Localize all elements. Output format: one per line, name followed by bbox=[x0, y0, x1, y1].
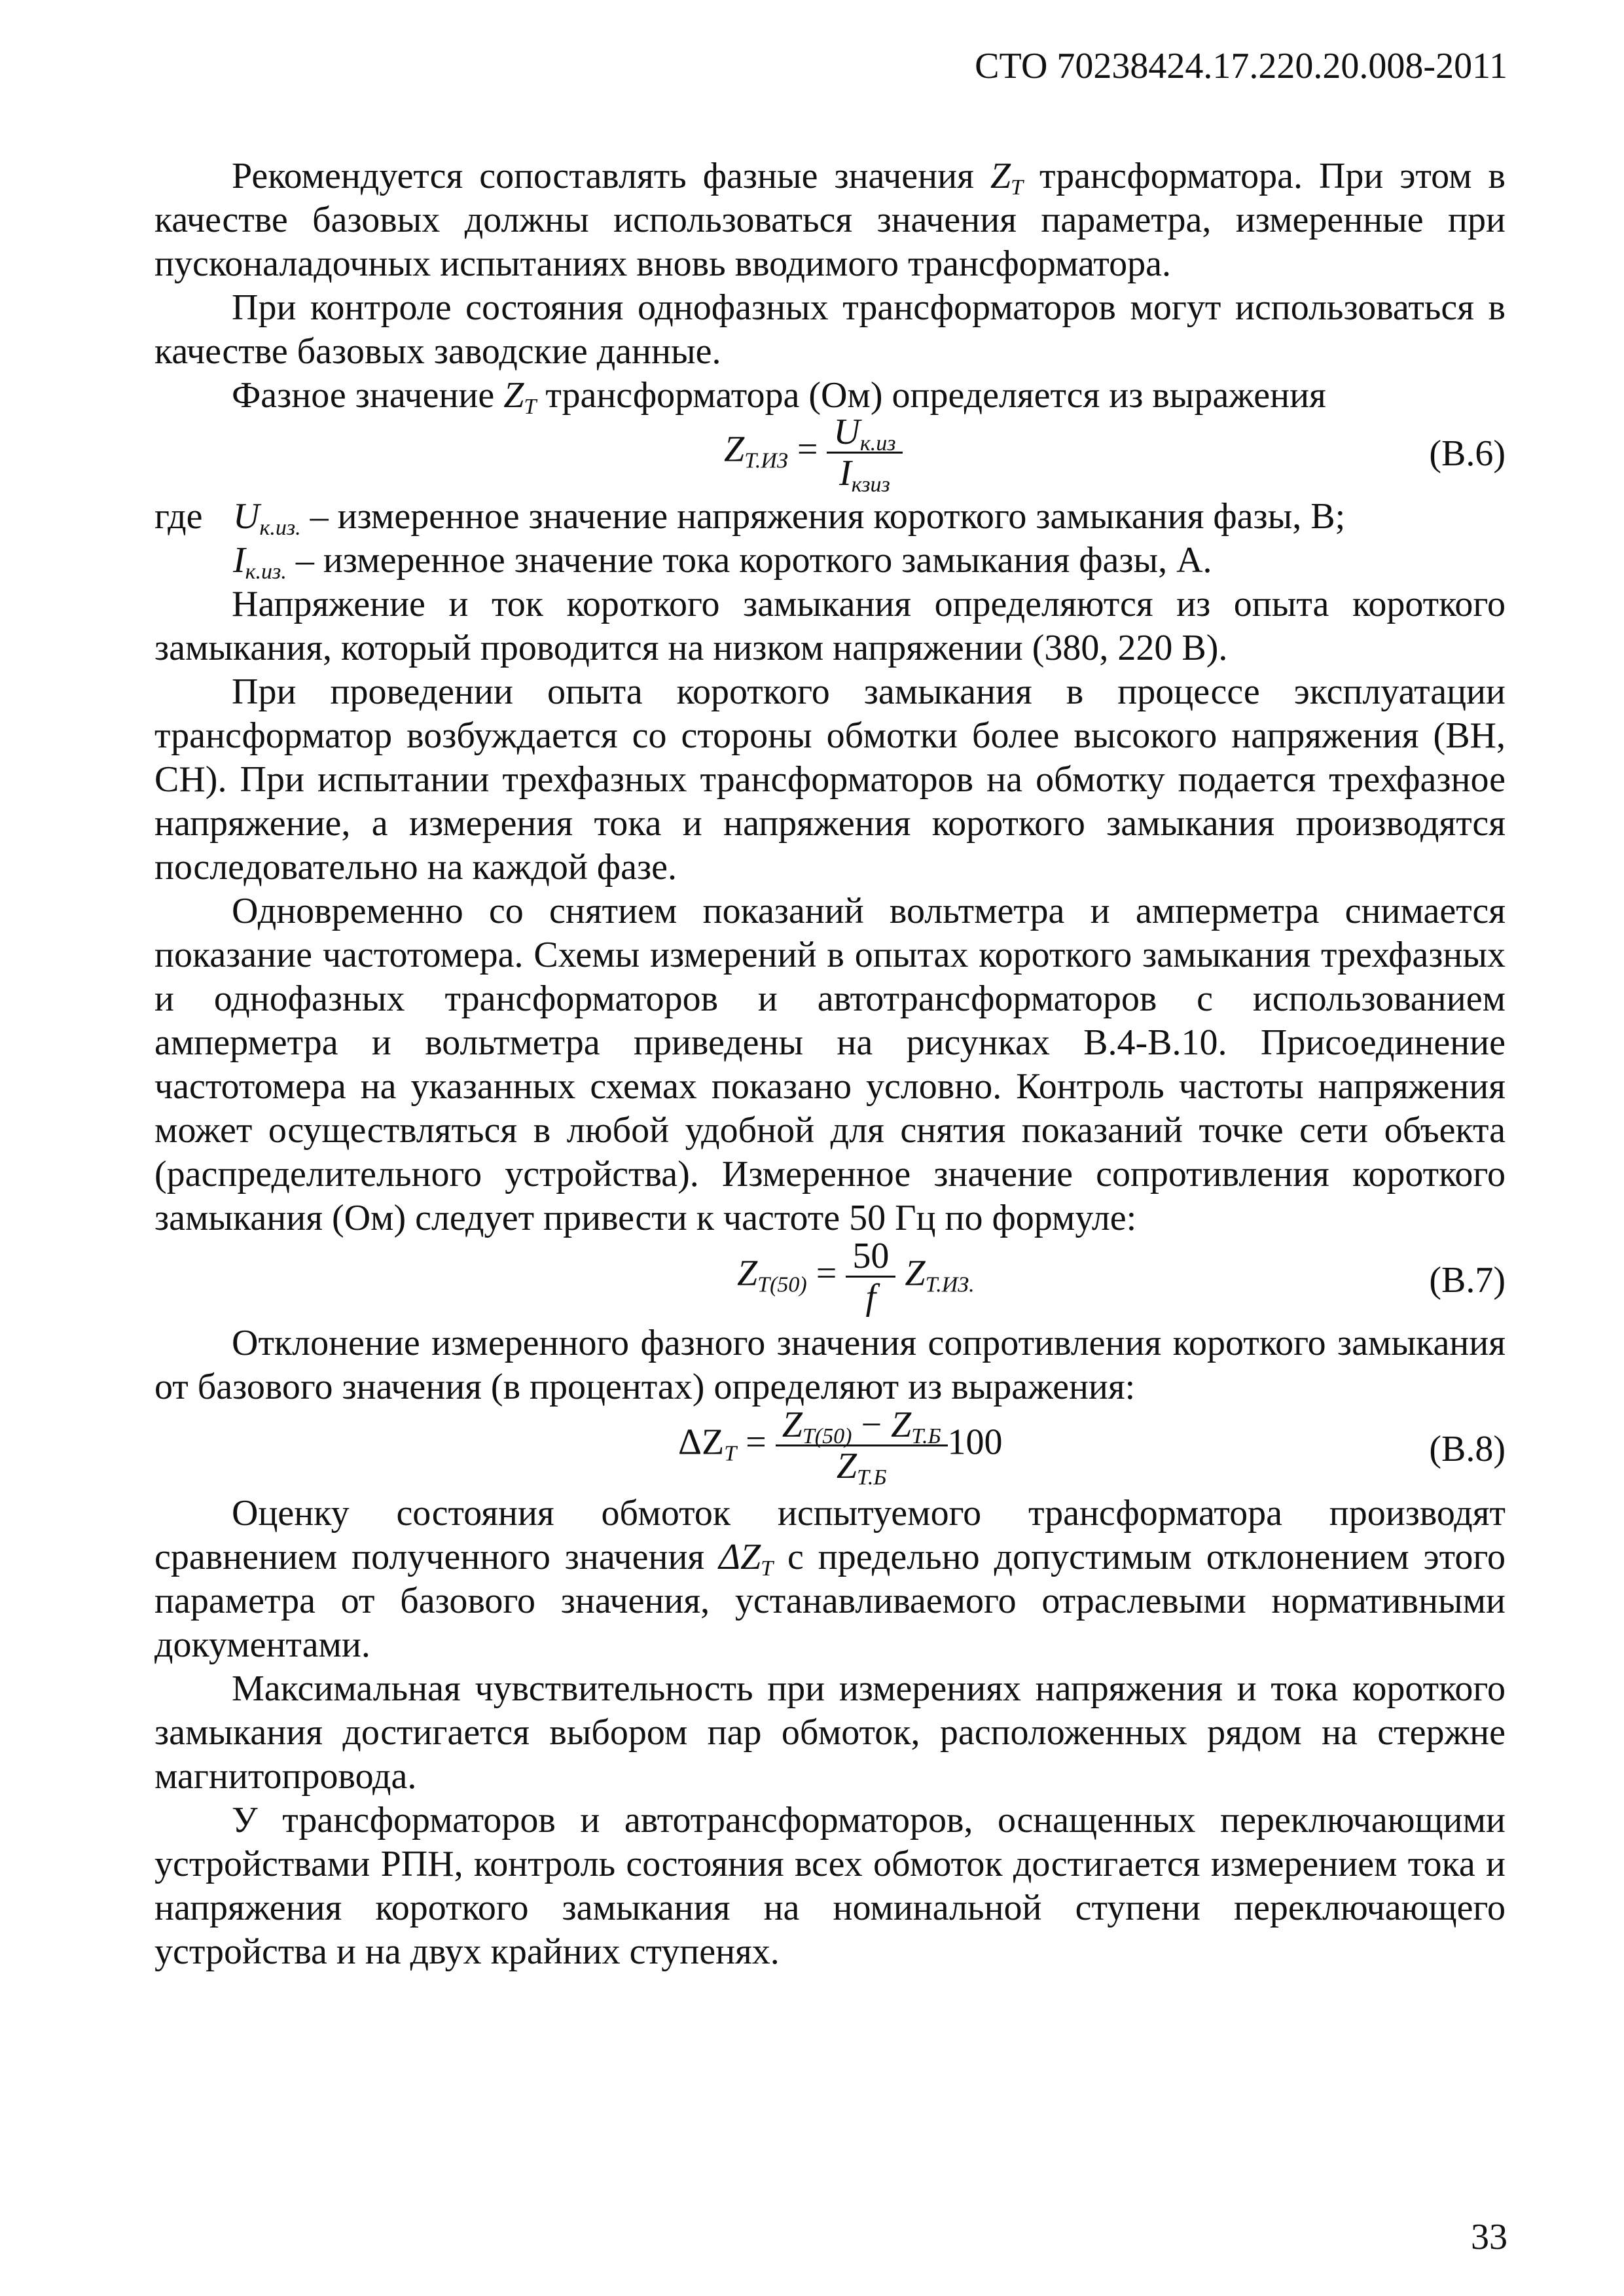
text-run: трансформатора (Ом) определяется из выражения bbox=[536, 375, 1326, 416]
paragraph-1 bbox=[154, 154, 1506, 286]
paragraph-10: У трансформаторов и автотрансформаторов, оснащенных переключающими устройствами РПН, контроль состояния всех обмоток достигается измерением тока и напряжения короткого замыкания на номинальной ступени переключающего устройства и на двух крайних ступенях. bbox=[154, 1800, 1506, 1972]
text-run: трансформатора. При этом в качестве базовых должны использоваться значения параметра, измеренные при пусконаладочных испытаниях вновь вводимого трансформатора. bbox=[154, 156, 1506, 284]
text-run: Оценку состояния обмоток испытуемого трансформатора производят сравнением полученного значения bbox=[154, 1493, 1506, 1577]
paragraph-2: При контроле состояния однофазных трансформаторов могут использоваться в качестве базовых заводские данные. bbox=[154, 287, 1506, 372]
paragraph-9: Максимальная чувствительность при измерениях напряжения и тока короткого замыкания достигается выбором пар обмоток, расположенных рядом на стержне магнитопровода. bbox=[154, 1668, 1506, 1797]
document-code-header: СТО 70238424.17.220.20.008-2011 bbox=[975, 46, 1507, 86]
definition-u: $U_{к.из.}$ – измеренное значение напряжения короткого замыкания фазы, В; bbox=[233, 496, 1346, 540]
paragraph-7: Отклонение измеренного фазного значения сопротивления короткого замыкания от базового значения (в процентах) определяют из выражения: bbox=[154, 1323, 1506, 1407]
equation-number-b6: (В.6) bbox=[1429, 433, 1506, 474]
fraction: $\frac{U_{к.из}}{I_{кзиз}}$ bbox=[827, 412, 902, 493]
symbol-zt: $Z_T$ bbox=[503, 375, 537, 419]
symbol-zt: $Z_T$ bbox=[990, 156, 1023, 200]
formula-b7 bbox=[154, 1236, 1506, 1321]
text-run: с предельно допустимым отклонением этого параметра от базового значения, устанавливаемого отраслевыми нормативными документами. bbox=[154, 1537, 1506, 1665]
where-label: где bbox=[154, 496, 203, 537]
definition-i: $I_{к.из.}$ – измеренное значение тока короткого замыкания фазы, А. bbox=[233, 540, 1212, 584]
paragraph-5: При проведении опыта короткого замыкания в процессе эксплуатации трансформатор возбуждается со стороны обмотки более высокого напряжения (ВН, СН). При испытании трехфазных трансформаторов на обмотку подается трехфазное напряжение, а измерения тока и напряжения короткого замыкания производятся последовательно на каждой фазе. bbox=[154, 672, 1506, 888]
formula-b7-expression: $Z_{T(50)}$ = $\frac{50}{f}$ $Z_{Т.ИЗ.}$ bbox=[737, 1236, 975, 1318]
formula-b6-expression: $Z_{Т.ИЗ}$ = $\frac{U_{к.из}}{I_{кзиз}}$ bbox=[724, 412, 903, 493]
symbol-delta-zt: $\Delta Z_T$ bbox=[719, 1537, 774, 1581]
variable-definitions bbox=[154, 495, 1506, 583]
fraction: $\frac{50}{f}$ bbox=[846, 1236, 895, 1317]
paragraph-6: Одновременно со снятием показаний вольтметра и амперметра снимается показание частотомера. Схемы измерений в опытах короткого замыкания трехфазных и однофазных трансформаторов и автотрансформаторов с использованием амперметра и вольтметра приведены на рисунках В.4-В.10. Присоединение частотомера на указанных схемах показано условно. Контроль частоты напряжения может осуществляться в любой удобной для снятия показаний точке сети объекта (распределительного устройства). Измеренное значение сопротивления короткого замыкания (Ом) следует привести к частоте 50 Гц по формуле: bbox=[154, 891, 1506, 1238]
formula-b8 bbox=[154, 1405, 1506, 1492]
page-number: 33 bbox=[1471, 2217, 1507, 2257]
text-run: Фазное значение bbox=[232, 375, 504, 416]
paragraph-4: Напряжение и ток короткого замыкания определяются из опыта короткого замыкания, который проводится на низком напряжении (380, 220 В). bbox=[154, 584, 1506, 668]
equation-number-b7: (В.7) bbox=[1429, 1260, 1506, 1300]
equation-number-b8: (В.8) bbox=[1429, 1429, 1506, 1469]
document-body bbox=[154, 154, 1506, 1974]
fraction: $\frac{Z_{T(50)} - Z_{Т.Б}}{Z_{Т.Б}}$ bbox=[776, 1405, 948, 1486]
formula-b8-expression: $\Delta Z_T$ = $\frac{Z_{T(50)} - Z_{Т.Б}}{Z_{Т.Б}}$ 100 bbox=[678, 1405, 1003, 1490]
paragraph-3 bbox=[154, 374, 1506, 418]
paragraph-8 bbox=[154, 1492, 1506, 1667]
formula-b6 bbox=[154, 412, 1506, 497]
text-run: Рекомендуется сопоставлять фазные значения bbox=[232, 156, 990, 196]
